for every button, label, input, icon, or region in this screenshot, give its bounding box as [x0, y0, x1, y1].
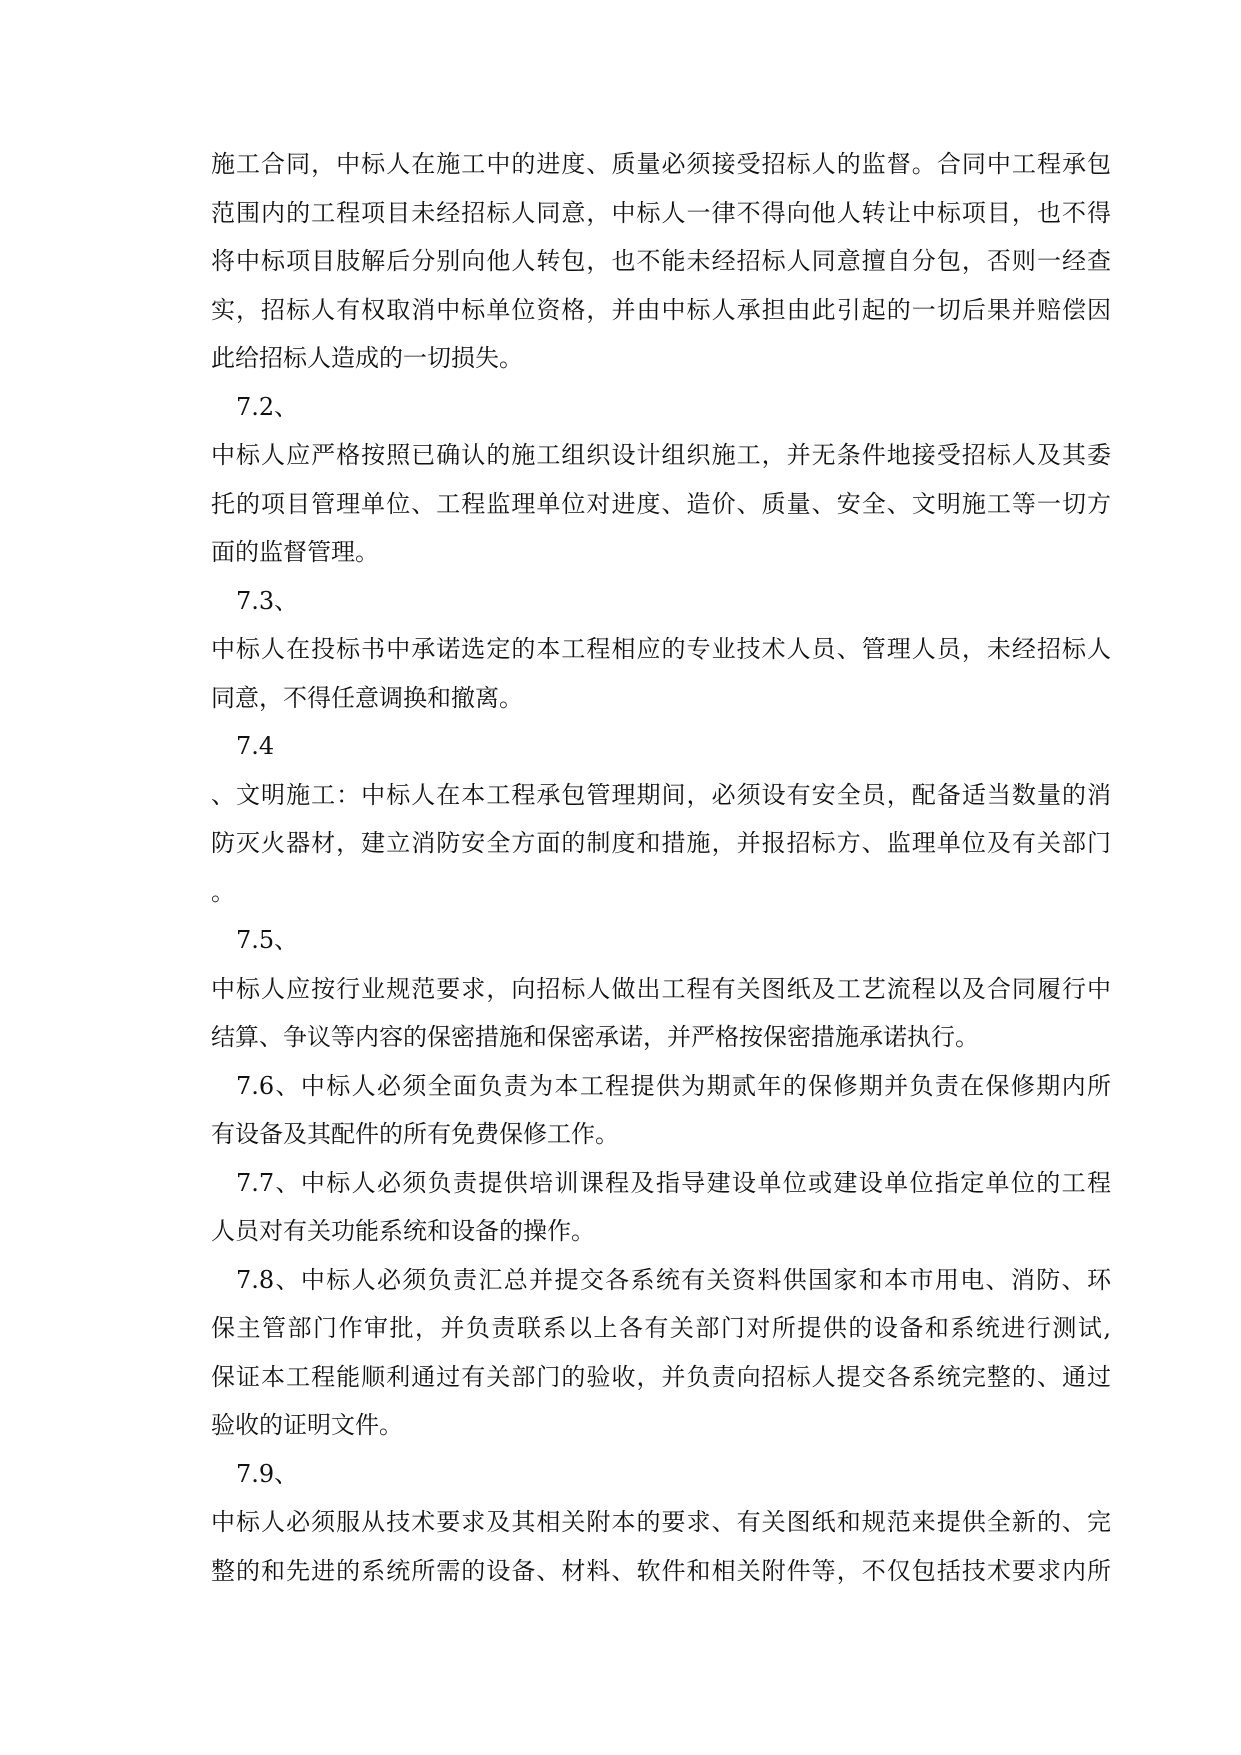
text-line: 7.7、中标人必须负责提供培训课程及指导建设单位或建设单位指定单位的工程	[236, 1168, 1111, 1197]
text-line: 7.3、	[236, 586, 299, 615]
text-line: 实，招标人有权取消中标单位资格，并由中标人承担由此引起的一切后果并赔偿因	[211, 295, 1111, 324]
text-line: 7.4	[236, 732, 275, 760]
text-line: 有设备及其配件的所有免费保修工作。	[211, 1120, 619, 1148]
text-line: 中标人应按行业规范要求，向招标人做出工程有关图纸及工艺流程以及合同履行中	[211, 974, 1111, 1003]
text-line: 7.9、	[236, 1459, 299, 1488]
text-line: 托的项目管理单位、工程监理单位对进度、造价、质量、安全、文明施工等一切方	[211, 489, 1111, 518]
text-line: 7.2、	[236, 392, 299, 421]
text-line: 7.8、中标人必须负责汇总并提交各系统有关资料供国家和本市用电、消防、环	[236, 1265, 1111, 1294]
text-line: 此给招标人造成的一切损失。	[211, 344, 523, 372]
text-line: 同意，不得任意调换和撤离。	[211, 683, 523, 712]
text-line: 整的和先进的系统所需的设备、材料、软件和相关附件等，不仅包括技术要求内所	[211, 1556, 1111, 1585]
text-line: 中标人应严格按照已确认的施工组织设计组织施工，并无条件地接受招标人及其委	[211, 441, 1111, 469]
text-line: 、文明施工：中标人在本工程承包管理期间，必须设有安全员，配备适当数量的消	[211, 780, 1111, 809]
text-line: 7.5、	[236, 926, 299, 954]
text-line: 中标人在投标书中承诺选定的本工程相应的专业技术人员、管理人员，未经招标人	[211, 635, 1111, 663]
text-line: 将中标项目肢解后分别向他人转包，也不能未经招标人同意擅自分包，否则一经查	[211, 247, 1111, 275]
text-line: 保证本工程能顺利通过有关部门的验收，并负责向招标人提交各系统完整的、通过	[211, 1362, 1111, 1391]
text-line: 结算、争议等内容的保密措施和保密承诺，并严格按保密措施承诺执行。	[211, 1023, 979, 1051]
text-line: 验收的证明文件。	[211, 1411, 403, 1439]
text-line: 中标人必须服从技术要求及其相关附本的要求、有关图纸和规范来提供全新的、完	[211, 1508, 1111, 1536]
text-line: 保主管部门作审批，并负责联系以上各有关部门对所提供的设备和系统进行测试,	[211, 1314, 1111, 1342]
text-line: 范围内的工程项目未经招标人同意，中标人一律不得向他人转让中标项目，也不得	[211, 198, 1111, 227]
document-body	[211, 140, 1111, 1595]
text-line: 。	[211, 877, 235, 906]
text-line: 防灭火器材，建立消防安全方面的制度和措施，并报招标方、监理单位及有关部门	[211, 829, 1111, 857]
text-line: 7.6、中标人必须全面负责为本工程提供为期贰年的保修期并负责在保修期内所	[236, 1071, 1111, 1100]
text-line: 面的监督管理。	[211, 538, 379, 566]
text-line: 人员对有关功能系统和设备的操作。	[211, 1217, 595, 1245]
text-line: 施工合同，中标人在施工中的进度、质量必须接受招标人的监督。合同中工程承包	[211, 150, 1111, 178]
